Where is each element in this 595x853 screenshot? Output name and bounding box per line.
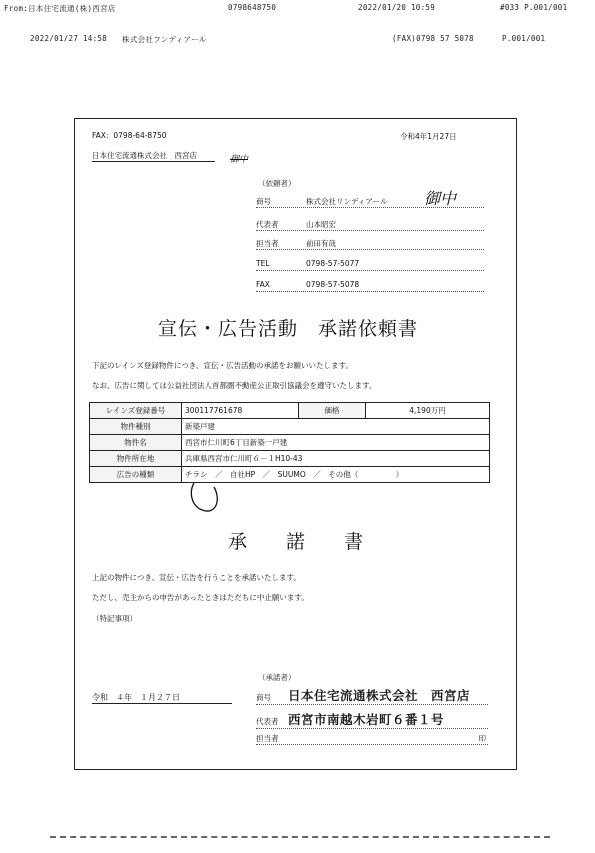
sign-date: 令和 ４年 １月２７日	[92, 692, 232, 704]
recipient-name: 日本住宅流通株式会社 西宮店	[92, 150, 215, 162]
sender-label-fax: FAX	[256, 280, 270, 289]
sign-seal-mark: 印	[478, 734, 486, 743]
table-row	[90, 419, 490, 435]
special-note-label: （特記事項）	[92, 614, 137, 623]
property-name-value: 西宮市仁川町6丁目新築一戸建	[182, 435, 490, 451]
document-title: 宣伝・広告活動 承諾依頼書	[158, 318, 419, 340]
sender-row-representative	[256, 217, 484, 231]
property-address-value: 兵庫県西宮市仁川町６－１H10-43	[182, 451, 490, 467]
sign-label-representative: 代表者	[256, 717, 279, 726]
body-line-2: なお、広告に関しては公益社団法人首都圏不動産公正取引協議会を遵守いたします。	[92, 381, 377, 390]
approver-company-stamp: 日本住宅流通株式会社 西宮店	[288, 688, 471, 703]
fax-header-page: #033 P.001/001	[500, 3, 568, 12]
property-table	[89, 402, 490, 483]
fax-header2-company: 株式会社フンディアール	[122, 35, 207, 44]
reins-number-value: 300117761678	[182, 403, 299, 419]
sign-label-trade-name: 商号	[256, 693, 271, 702]
price-label: 価格	[299, 403, 366, 419]
consent-line-2: ただし、売主からの申告があったときはただちに中止願います。	[92, 593, 309, 602]
scan-artifact-line	[50, 836, 550, 838]
sender-label-representative: 代表者	[256, 220, 279, 229]
table-row	[90, 467, 490, 483]
consent-line-1: 上記の物件につき、宣伝・広告を行うことを承諾いたします。	[92, 573, 301, 582]
sender-value-fax: 0798-57-5078	[306, 280, 360, 289]
sender-row-contact	[256, 236, 484, 250]
property-name-label: 物件名	[90, 435, 182, 451]
sender-label-tel: TEL	[256, 259, 270, 268]
sender-handwritten-honorific: 御中	[424, 189, 457, 208]
body-line-1: 下記のレインズ登録物件につき、宣伝・広告活動の承諾をお願いいたします。	[92, 361, 353, 370]
sender-value-representative: 山本昭宏	[306, 220, 336, 229]
sign-row-trade-name	[256, 686, 488, 705]
sender-row-tel	[256, 257, 484, 271]
ad-type-value: チラシ ／ 自社HP ／ SUUMO ／ その他（ ）	[182, 467, 490, 483]
sender-label-trade-name: 商号	[256, 197, 271, 206]
sender-value-trade-name: 株式会社リンディアール	[306, 197, 388, 206]
price-value: 4,190万円	[366, 403, 490, 419]
property-type-value: 新築戸建	[182, 419, 490, 435]
property-type-label: 物件種別	[90, 419, 182, 435]
sign-row-representative	[256, 710, 488, 729]
fax-number: FAX：0798-64-8750	[92, 131, 167, 140]
table-row	[90, 435, 490, 451]
consent-title: 承 諾 書	[228, 531, 374, 553]
sender-label: （依頼者）	[258, 179, 296, 188]
approver-label: （承諾者）	[258, 673, 296, 682]
ad-type-label: 広告の種類	[90, 467, 182, 483]
property-address-label: 物件所在地	[90, 451, 182, 467]
document-date: 令和4年1月27日	[400, 132, 457, 141]
sender-label-contact: 担当者	[256, 239, 279, 248]
sender-row-fax	[256, 278, 484, 292]
approver-address-stamp: 西宮市南越木岩町６番１号	[288, 712, 445, 727]
table-row	[90, 403, 490, 419]
sender-value-tel: 0798-57-5077	[306, 259, 360, 268]
fax-header-phone: 0798648750	[228, 3, 277, 12]
sender-value-contact: 前田有哉	[306, 239, 336, 248]
fax-header2-datetime: 2022/01/27 14:58	[30, 34, 108, 43]
fax-header2-fax: (FAX)0798 57 5078	[392, 34, 474, 43]
fax-header-from: From:日本住宅流通(株)西宮店	[4, 4, 116, 13]
fax-header-datetime: 2022/01/20 10:59	[358, 3, 436, 12]
handwritten-circle-icon	[186, 475, 226, 515]
sign-row-contact	[256, 730, 488, 745]
sign-label-contact: 担当者	[256, 734, 279, 743]
reins-number-label: レインズ登録番号	[90, 403, 182, 419]
table-row	[90, 451, 490, 467]
fax-header2-page: P.001/001	[502, 34, 546, 43]
recipient-honorific: 御中	[230, 155, 249, 165]
